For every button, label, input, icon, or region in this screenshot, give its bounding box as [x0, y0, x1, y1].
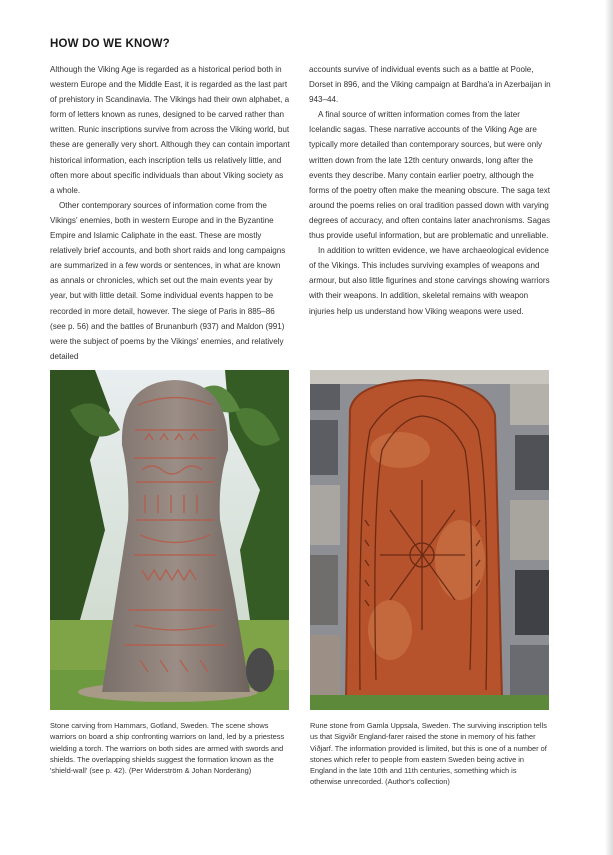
paragraph: accounts survive of individual events such as a battle at Poole, Dorset in 896, and the Viking campaign at Bardha'a in Azerbaijan in 943–44.: [309, 65, 551, 105]
paragraph: In addition to written evidence, we have archaeological evidence of the Vikings. This includes surviving examples of weapons and armour, but also little figurines and stone carvings showing warriors with their weapons. In addition, skeletal remains with weapon injuries help us understand how Viking weapons were used.: [309, 246, 550, 316]
section-heading: HOW DO WE KNOW?: [50, 38, 170, 50]
page-edge-shadow: [605, 0, 613, 855]
paragraph: Although the Viking Age is regarded as a historical period both in western Europe and the Middle East, it is regarded as the last part of prehistory in Scandinavia. The Vikings had their own alphabet, a form of letters known as runes, designed to be carved rather than written. Runic inscriptions survive from across the Viking world, but these are generally very short. Although they can contain important historical information, each inscription tells us relatively little, and often more about specific individuals than about Viking society as a whole.: [50, 65, 290, 195]
left-text-column: [50, 62, 290, 364]
paragraph: A final source of written information comes from the later Icelandic sagas. These narrative accounts of the Viking Age are typically more detailed than contemporary sources, but were only written down from the late 12th century onwards, long after the events they describe. Many contain earlier poetry, although the forms of the poetry often make the meaning obscure. The saga text around the poems relies on oral tradition passed down with varying degrees of accuracy, and often contains later anachronisms. Sagas thus provide useful information, but are problematic and unreliable.: [309, 110, 551, 241]
hammars-stone-photo: [50, 370, 289, 710]
paragraph: Other contemporary sources of information come from the Vikings' enemies, both in western Europe and in the Byzantine Empire and Islamic Caliphate in the east. These are mostly relatively brief accounts, and both short raids and long campaigns are summarized in a few words or sentences, in what are known as annals or chronicles, which set out the main events year by year, but with little detail. Some individual events happen to be recorded in more detail, however. The siege of Paris in 885–86 (see p. 56) and the battles of Brunanburh (937) and Maldon (991) were the subject of poems by the Vikings' enemies, and relatively detailed: [50, 200, 286, 361]
photo-caption-right: Rune stone from Gamla Uppsala, Sweden. The surviving inscription tells us that Sigviðr England-farer raised the stone in memory of his father Viðjarf. The information provided is limited, but this is one of a number of stones which refer to people from eastern Sweden being active in England in the late 10th and 11th centuries, something which is otherwise unrecorded. (Author's collection): [310, 721, 547, 787]
photo-caption-left: Stone carving from Hammars, Gotland, Sweden. The scene shows warriors on board a ship confronting warriors on land, led by a priestess wielding a torch. The warriors on both sides are armed with swords and shields. The overlapping shields suggest the formation known as the 'shield-wall' (see p. 42). (Per Widerström & Johan Norderäng): [50, 721, 285, 776]
gamla-uppsala-runestone-photo: [310, 370, 549, 710]
right-text-column: [309, 62, 551, 319]
